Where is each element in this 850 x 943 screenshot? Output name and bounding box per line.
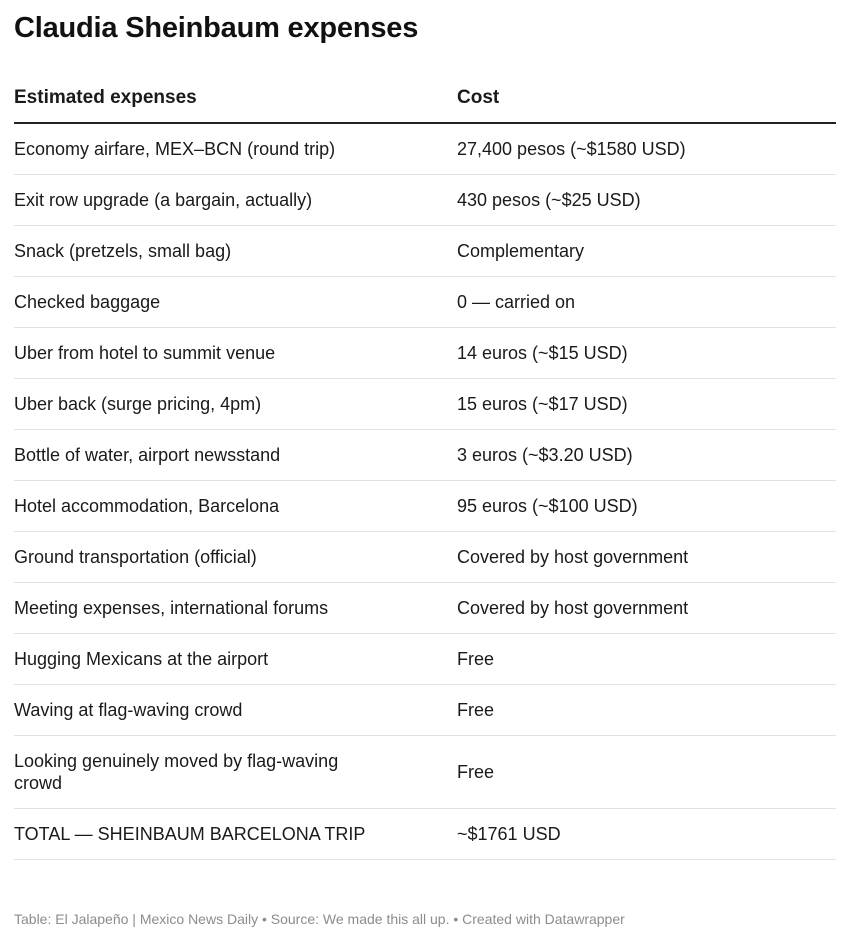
total-row (14, 809, 836, 860)
source-footer: Table: El Jalapeño | Mexico News Daily • Source: We made this all up. • Created with Datawrapper (14, 911, 625, 927)
expenses-table (14, 74, 836, 860)
table-row (14, 634, 836, 685)
expense-cost: 14 euros (~$15 USD) (457, 328, 836, 379)
expense-cost: 430 pesos (~$25 USD) (457, 175, 836, 226)
expense-item: Bottle of water, airport newsstand (14, 430, 457, 481)
total-cost: ~$1761 USD (457, 809, 836, 860)
expense-item: Economy airfare, MEX–BCN (round trip) (14, 123, 457, 175)
expense-cost: Covered by host government (457, 532, 836, 583)
expense-item: Waving at flag-waving crowd (14, 685, 457, 736)
expense-cost: Covered by host government (457, 583, 836, 634)
table-row (14, 481, 836, 532)
expense-cost: Free (457, 634, 836, 685)
expense-item: Ground transportation (official) (14, 532, 457, 583)
total-label: TOTAL — SHEINBAUM BARCELONA TRIP (14, 809, 457, 860)
expense-cost: Free (457, 736, 836, 809)
expense-item: Snack (pretzels, small bag) (14, 226, 457, 277)
table-row (14, 328, 836, 379)
expense-item: Checked baggage (14, 277, 457, 328)
expense-cost: 95 euros (~$100 USD) (457, 481, 836, 532)
column-header-cost: Cost (457, 74, 836, 123)
column-header-expenses: Estimated expenses (14, 74, 457, 123)
table-row (14, 226, 836, 277)
expense-cost: 3 euros (~$3.20 USD) (457, 430, 836, 481)
expense-item: Meeting expenses, international forums (14, 583, 457, 634)
expense-item: Looking genuinely moved by flag-waving crowd (14, 736, 457, 809)
table-row (14, 277, 836, 328)
expense-item: Uber back (surge pricing, 4pm) (14, 379, 457, 430)
expense-cost: 27,400 pesos (~$1580 USD) (457, 123, 836, 175)
table-row (14, 532, 836, 583)
table-row (14, 123, 836, 175)
table-row (14, 685, 836, 736)
expense-cost: 0 — carried on (457, 277, 836, 328)
expense-item: Exit row upgrade (a bargain, actually) (14, 175, 457, 226)
expense-cost: 15 euros (~$17 USD) (457, 379, 836, 430)
table-header-row (14, 74, 836, 123)
expense-item: Hugging Mexicans at the airport (14, 634, 457, 685)
table-row (14, 583, 836, 634)
chart-title: Claudia Sheinbaum expenses (14, 12, 419, 44)
table-row (14, 736, 836, 809)
expense-item: Hotel accommodation, Barcelona (14, 481, 457, 532)
expense-item: Uber from hotel to summit venue (14, 328, 457, 379)
expense-cost: Complementary (457, 226, 836, 277)
table-row (14, 379, 836, 430)
expense-cost: Free (457, 685, 836, 736)
table-row (14, 175, 836, 226)
table-row (14, 430, 836, 481)
